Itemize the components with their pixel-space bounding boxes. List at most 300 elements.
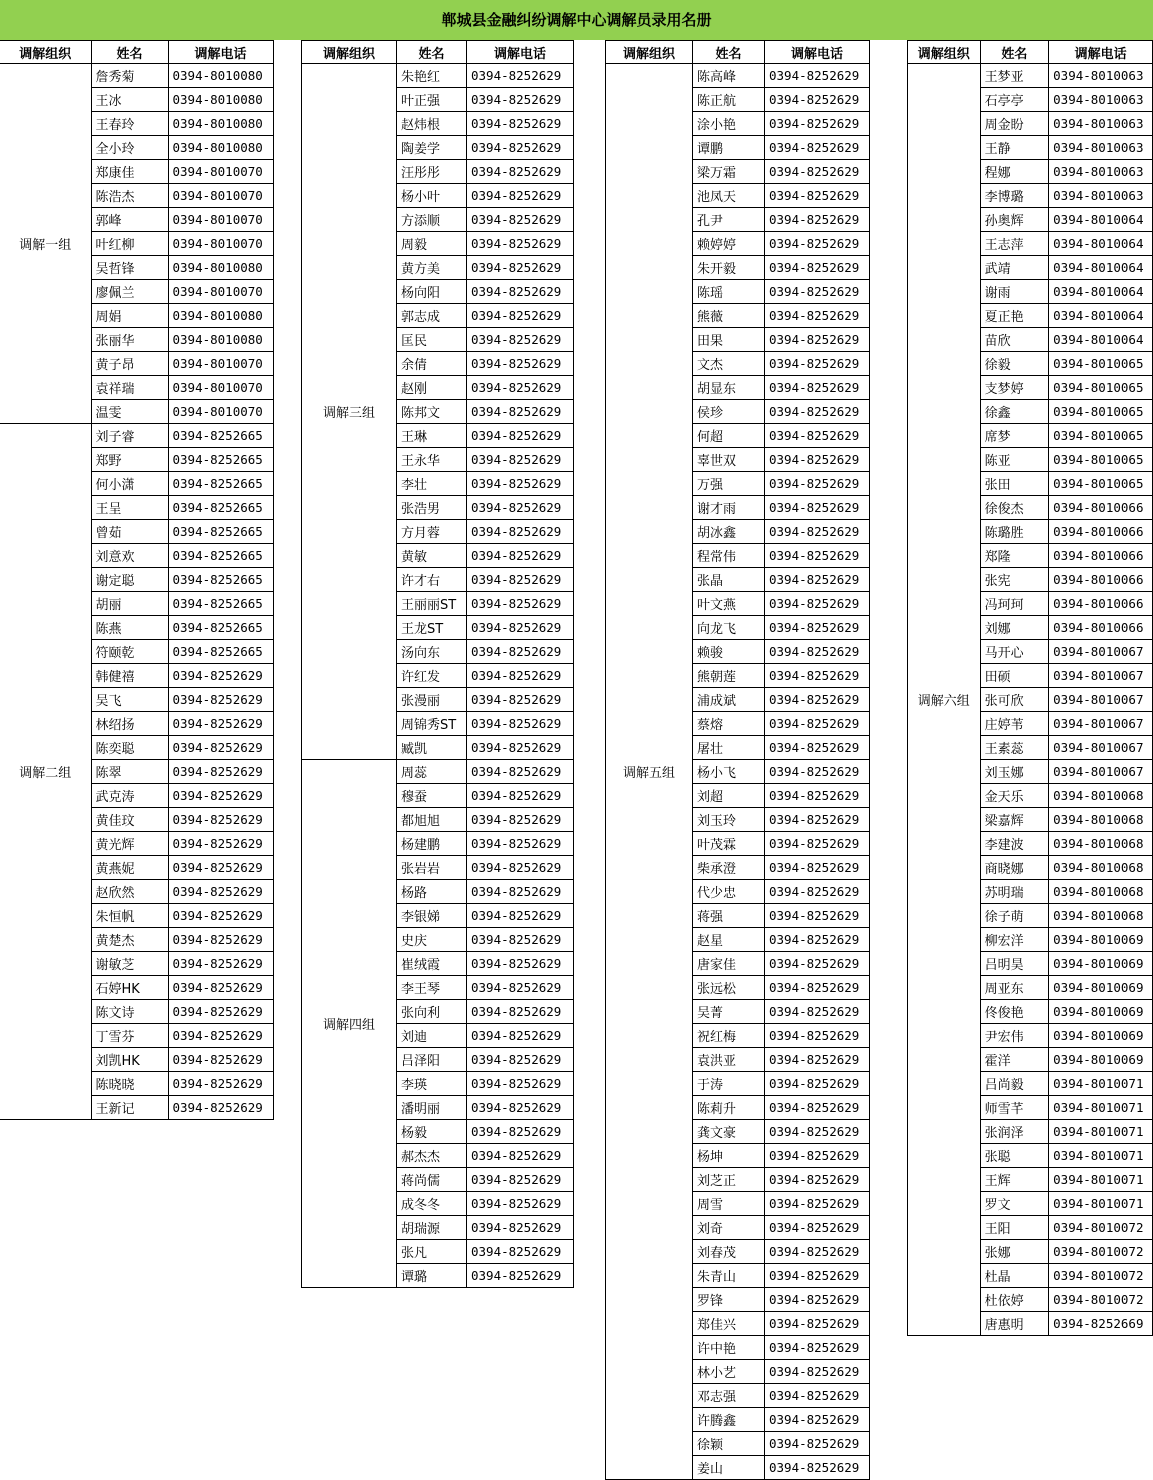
member-name: 王梦亚 xyxy=(980,64,1049,88)
member-name: 蒋强 xyxy=(693,904,765,928)
member-name: 陈正航 xyxy=(693,88,765,112)
member-name: 许红发 xyxy=(397,664,467,688)
member-phone: 0394-8252629 xyxy=(765,112,870,136)
member-phone: 0394-8252629 xyxy=(467,736,574,760)
member-phone: 0394-8252629 xyxy=(765,808,870,832)
member-phone: 0394-8010065 xyxy=(1049,376,1153,400)
member-phone: 0394-8010070 xyxy=(168,352,273,376)
member-name: 徐鑫 xyxy=(980,400,1049,424)
member-phone: 0394-8252629 xyxy=(765,1264,870,1288)
member-name: 梁嘉辉 xyxy=(980,808,1049,832)
member-phone: 0394-8252629 xyxy=(765,1096,870,1120)
member-name: 池凤天 xyxy=(693,184,765,208)
member-phone: 0394-8252629 xyxy=(168,1096,273,1120)
member-name: 唐家佳 xyxy=(693,952,765,976)
member-name: 赵炜根 xyxy=(397,112,467,136)
member-name: 罗锋 xyxy=(693,1288,765,1312)
member-phone: 0394-8010064 xyxy=(1049,328,1153,352)
member-name: 涂小艳 xyxy=(693,112,765,136)
member-phone: 0394-8252629 xyxy=(467,1144,574,1168)
member-phone: 0394-8252629 xyxy=(168,904,273,928)
header-phone: 调解电话 xyxy=(168,41,273,64)
member-phone: 0394-8252629 xyxy=(765,400,870,424)
member-phone: 0394-8010066 xyxy=(1049,616,1153,640)
member-phone: 0394-8010080 xyxy=(168,64,273,88)
member-name: 吕泽阳 xyxy=(397,1048,467,1072)
member-name: 符颐乾 xyxy=(91,640,168,664)
member-phone: 0394-8010067 xyxy=(1049,760,1153,784)
member-phone: 0394-8010071 xyxy=(1049,1072,1153,1096)
member-phone: 0394-8252629 xyxy=(168,952,273,976)
member-name: 赖骏 xyxy=(693,640,765,664)
member-phone: 0394-8252629 xyxy=(168,1024,273,1048)
member-name: 马开心 xyxy=(980,640,1049,664)
member-row xyxy=(606,64,870,88)
member-name: 刘凯HK xyxy=(91,1048,168,1072)
member-phone: 0394-8010067 xyxy=(1049,736,1153,760)
member-phone: 0394-8010070 xyxy=(168,232,273,256)
member-phone: 0394-8010069 xyxy=(1049,952,1153,976)
member-name: 程娜 xyxy=(980,160,1049,184)
member-name: 陈燕 xyxy=(91,616,168,640)
member-phone: 0394-8252629 xyxy=(765,328,870,352)
member-phone: 0394-8252629 xyxy=(467,112,574,136)
header-name: 姓名 xyxy=(980,41,1049,64)
member-name: 张漫丽 xyxy=(397,688,467,712)
member-name: 杨坤 xyxy=(693,1144,765,1168)
member-name: 潘明丽 xyxy=(397,1096,467,1120)
member-name: 廖佩兰 xyxy=(91,280,168,304)
member-name: 王静 xyxy=(980,136,1049,160)
member-name: 周金盼 xyxy=(980,112,1049,136)
member-name: 孙奥辉 xyxy=(980,208,1049,232)
member-name: 罗文 xyxy=(980,1192,1049,1216)
member-name: 商晓娜 xyxy=(980,856,1049,880)
member-name: 曾茹 xyxy=(91,520,168,544)
member-phone: 0394-8010069 xyxy=(1049,1024,1153,1048)
member-phone: 0394-8252629 xyxy=(765,544,870,568)
member-name: 田硕 xyxy=(980,664,1049,688)
member-name: 张岩岩 xyxy=(397,856,467,880)
member-phone: 0394-8252629 xyxy=(765,1456,870,1480)
member-row xyxy=(908,64,1153,88)
member-name: 刘奇 xyxy=(693,1216,765,1240)
member-name: 陈璐胜 xyxy=(980,520,1049,544)
header-name: 姓名 xyxy=(397,41,467,64)
member-phone: 0394-8252629 xyxy=(765,1000,870,1024)
header-group: 调解组织 xyxy=(908,41,981,64)
member-name: 赵星 xyxy=(693,928,765,952)
member-name: 林绍扬 xyxy=(91,712,168,736)
member-phone: 0394-8010064 xyxy=(1049,208,1153,232)
member-name: 谢敏芝 xyxy=(91,952,168,976)
member-phone: 0394-8252629 xyxy=(467,1216,574,1240)
member-phone: 0394-8010072 xyxy=(1049,1288,1153,1312)
member-phone: 0394-8010069 xyxy=(1049,1000,1153,1024)
member-phone: 0394-8252629 xyxy=(765,160,870,184)
member-phone: 0394-8252629 xyxy=(168,832,273,856)
member-phone: 0394-8252629 xyxy=(168,1000,273,1024)
member-name: 于涛 xyxy=(693,1072,765,1096)
member-phone: 0394-8252629 xyxy=(765,256,870,280)
member-name: 袁洪亚 xyxy=(693,1048,765,1072)
member-phone: 0394-8252629 xyxy=(467,880,574,904)
member-phone: 0394-8252629 xyxy=(765,424,870,448)
member-name: 王志萍 xyxy=(980,232,1049,256)
member-phone: 0394-8252629 xyxy=(467,400,574,424)
member-name: 胡瑞源 xyxy=(397,1216,467,1240)
member-name: 何超 xyxy=(693,424,765,448)
member-phone: 0394-8252629 xyxy=(467,1264,574,1288)
member-phone: 0394-8252629 xyxy=(168,1048,273,1072)
member-phone: 0394-8252629 xyxy=(765,88,870,112)
member-phone: 0394-8252629 xyxy=(467,376,574,400)
member-phone: 0394-8010066 xyxy=(1049,568,1153,592)
member-name: 胡冰鑫 xyxy=(693,520,765,544)
member-name: 祝红梅 xyxy=(693,1024,765,1048)
member-name: 武克涛 xyxy=(91,784,168,808)
member-phone: 0394-8010065 xyxy=(1049,400,1153,424)
member-phone: 0394-8252629 xyxy=(168,808,273,832)
member-row xyxy=(0,424,273,448)
member-name: 李王琴 xyxy=(397,976,467,1000)
group-label: 调解五组 xyxy=(606,64,693,1480)
member-name: 王琳 xyxy=(397,424,467,448)
member-phone: 0394-8010068 xyxy=(1049,904,1153,928)
member-name: 王丽丽ST xyxy=(397,592,467,616)
member-phone: 0394-8010069 xyxy=(1049,928,1153,952)
member-name: 王素蕊 xyxy=(980,736,1049,760)
member-phone: 0394-8252629 xyxy=(765,1192,870,1216)
member-name: 尹宏伟 xyxy=(980,1024,1049,1048)
member-name: 赵欣然 xyxy=(91,880,168,904)
member-phone: 0394-8252629 xyxy=(467,232,574,256)
member-phone: 0394-8252629 xyxy=(467,328,574,352)
member-name: 霍洋 xyxy=(980,1048,1049,1072)
member-name: 王辉 xyxy=(980,1168,1049,1192)
member-phone: 0394-8252629 xyxy=(765,736,870,760)
member-phone: 0394-8010064 xyxy=(1049,304,1153,328)
member-name: 庄婷苇 xyxy=(980,712,1049,736)
member-name: 熊薇 xyxy=(693,304,765,328)
member-name: 李博璐 xyxy=(980,184,1049,208)
member-name: 冯珂珂 xyxy=(980,592,1049,616)
member-phone: 0394-8252629 xyxy=(467,472,574,496)
member-phone: 0394-8010065 xyxy=(1049,472,1153,496)
member-name: 陈晓晓 xyxy=(91,1072,168,1096)
member-phone: 0394-8252629 xyxy=(765,280,870,304)
member-name: 陶姜学 xyxy=(397,136,467,160)
member-name: 张娜 xyxy=(980,1240,1049,1264)
member-name: 佟俊艳 xyxy=(980,1000,1049,1024)
member-name: 黄楚杰 xyxy=(91,928,168,952)
member-name: 蔡熔 xyxy=(693,712,765,736)
roster-table-4 xyxy=(907,40,1153,1336)
member-name: 万强 xyxy=(693,472,765,496)
member-name: 谭璐 xyxy=(397,1264,467,1288)
member-name: 田果 xyxy=(693,328,765,352)
member-phone: 0394-8252669 xyxy=(1049,1312,1153,1336)
member-name: 杨向阳 xyxy=(397,280,467,304)
member-phone: 0394-8010071 xyxy=(1049,1168,1153,1192)
member-name: 王龙ST xyxy=(397,616,467,640)
member-phone: 0394-8252629 xyxy=(765,1120,870,1144)
member-phone: 0394-8252629 xyxy=(765,712,870,736)
member-name: 刘超 xyxy=(693,784,765,808)
member-name: 郑康佳 xyxy=(91,160,168,184)
member-name: 陈亚 xyxy=(980,448,1049,472)
member-phone: 0394-8252665 xyxy=(168,616,273,640)
member-phone: 0394-8010070 xyxy=(168,400,273,424)
member-phone: 0394-8010066 xyxy=(1049,496,1153,520)
member-name: 赖婷婷 xyxy=(693,232,765,256)
member-phone: 0394-8252629 xyxy=(765,784,870,808)
member-phone: 0394-8252629 xyxy=(765,664,870,688)
member-name: 穆蚕 xyxy=(397,784,467,808)
member-phone: 0394-8252629 xyxy=(765,1384,870,1408)
member-phone: 0394-8252629 xyxy=(467,1072,574,1096)
member-name: 黄敏 xyxy=(397,544,467,568)
member-phone: 0394-8252629 xyxy=(467,208,574,232)
roster-table-3 xyxy=(605,40,870,1480)
member-phone: 0394-8010068 xyxy=(1049,880,1153,904)
member-phone: 0394-8010068 xyxy=(1049,808,1153,832)
member-name: 崔绒霞 xyxy=(397,952,467,976)
member-phone: 0394-8252629 xyxy=(765,1360,870,1384)
member-name: 陈莉升 xyxy=(693,1096,765,1120)
member-phone: 0394-8252629 xyxy=(168,688,273,712)
member-phone: 0394-8252629 xyxy=(765,376,870,400)
member-name: 支梦婷 xyxy=(980,376,1049,400)
member-phone: 0394-8252665 xyxy=(168,592,273,616)
member-phone: 0394-8252629 xyxy=(467,88,574,112)
member-name: 周娟 xyxy=(91,304,168,328)
header-row xyxy=(0,41,273,64)
member-name: 谢才雨 xyxy=(693,496,765,520)
member-name: 谭鹏 xyxy=(693,136,765,160)
member-phone: 0394-8252665 xyxy=(168,520,273,544)
member-phone: 0394-8252629 xyxy=(467,448,574,472)
member-phone: 0394-8252629 xyxy=(467,616,574,640)
member-phone: 0394-8252629 xyxy=(467,136,574,160)
member-name: 苏明瑞 xyxy=(980,880,1049,904)
member-name: 谢雨 xyxy=(980,280,1049,304)
group-label: 调解二组 xyxy=(0,424,91,1120)
member-name: 杨小叶 xyxy=(397,184,467,208)
member-phone: 0394-8252629 xyxy=(467,688,574,712)
member-name: 徐子萌 xyxy=(980,904,1049,928)
member-name: 叶正强 xyxy=(397,88,467,112)
member-phone: 0394-8252629 xyxy=(467,928,574,952)
member-name: 韩健禧 xyxy=(91,664,168,688)
member-phone: 0394-8010080 xyxy=(168,136,273,160)
member-phone: 0394-8010063 xyxy=(1049,184,1153,208)
member-phone: 0394-8252629 xyxy=(765,1312,870,1336)
group-label: 调解一组 xyxy=(0,64,91,424)
member-name: 陈邦文 xyxy=(397,400,467,424)
member-name: 徐俊杰 xyxy=(980,496,1049,520)
member-phone: 0394-8010070 xyxy=(168,184,273,208)
member-name: 李瑛 xyxy=(397,1072,467,1096)
member-name: 黄方美 xyxy=(397,256,467,280)
member-name: 柳宏洋 xyxy=(980,928,1049,952)
member-row xyxy=(302,64,574,88)
member-phone: 0394-8252629 xyxy=(467,856,574,880)
member-phone: 0394-8252629 xyxy=(467,952,574,976)
member-name: 郑野 xyxy=(91,448,168,472)
member-phone: 0394-8010067 xyxy=(1049,688,1153,712)
member-name: 许中艳 xyxy=(693,1336,765,1360)
member-name: 臧凯 xyxy=(397,736,467,760)
member-phone: 0394-8252629 xyxy=(467,64,574,88)
member-name: 李建波 xyxy=(980,832,1049,856)
member-name: 侯珍 xyxy=(693,400,765,424)
member-row xyxy=(302,760,574,784)
member-name: 林小艺 xyxy=(693,1360,765,1384)
member-name: 夏正艳 xyxy=(980,304,1049,328)
member-name: 陈瑶 xyxy=(693,280,765,304)
member-phone: 0394-8010068 xyxy=(1049,832,1153,856)
member-phone: 0394-8010071 xyxy=(1049,1120,1153,1144)
member-name: 谢定聪 xyxy=(91,568,168,592)
member-name: 邓志强 xyxy=(693,1384,765,1408)
member-phone: 0394-8252629 xyxy=(765,1024,870,1048)
member-phone: 0394-8010080 xyxy=(168,256,273,280)
member-phone: 0394-8010065 xyxy=(1049,448,1153,472)
member-phone: 0394-8252629 xyxy=(765,592,870,616)
member-name: 郑佳兴 xyxy=(693,1312,765,1336)
member-phone: 0394-8252629 xyxy=(467,160,574,184)
member-phone: 0394-8010064 xyxy=(1049,280,1153,304)
member-phone: 0394-8252629 xyxy=(467,1024,574,1048)
member-phone: 0394-8252629 xyxy=(765,904,870,928)
member-phone: 0394-8252629 xyxy=(168,664,273,688)
member-name: 王永华 xyxy=(397,448,467,472)
member-name: 徐毅 xyxy=(980,352,1049,376)
member-phone: 0394-8252629 xyxy=(467,304,574,328)
member-phone: 0394-8252629 xyxy=(765,1288,870,1312)
member-name: 陈翠 xyxy=(91,760,168,784)
member-phone: 0394-8252629 xyxy=(765,184,870,208)
member-name: 张丽华 xyxy=(91,328,168,352)
member-phone: 0394-8252665 xyxy=(168,472,273,496)
member-phone: 0394-8010065 xyxy=(1049,424,1153,448)
member-phone: 0394-8252629 xyxy=(168,760,273,784)
member-name: 杨毅 xyxy=(397,1120,467,1144)
member-phone: 0394-8252629 xyxy=(168,736,273,760)
member-phone: 0394-8010067 xyxy=(1049,712,1153,736)
member-name: 匡民 xyxy=(397,328,467,352)
member-name: 胡显东 xyxy=(693,376,765,400)
member-phone: 0394-8252629 xyxy=(765,136,870,160)
member-name: 何小潇 xyxy=(91,472,168,496)
member-name: 周锦秀ST xyxy=(397,712,467,736)
member-name: 朱恒帆 xyxy=(91,904,168,928)
member-name: 朱艳红 xyxy=(397,64,467,88)
member-name: 周亚东 xyxy=(980,976,1049,1000)
member-name: 刘玉娜 xyxy=(980,760,1049,784)
member-name: 王春玲 xyxy=(91,112,168,136)
member-phone: 0394-8252629 xyxy=(467,1120,574,1144)
member-name: 温雯 xyxy=(91,400,168,424)
member-name: 叶茂霖 xyxy=(693,832,765,856)
member-phone: 0394-8010080 xyxy=(168,304,273,328)
member-phone: 0394-8010068 xyxy=(1049,856,1153,880)
member-phone: 0394-8252629 xyxy=(765,1336,870,1360)
member-phone: 0394-8252629 xyxy=(765,448,870,472)
member-phone: 0394-8010066 xyxy=(1049,520,1153,544)
member-name: 史庆 xyxy=(397,928,467,952)
member-phone: 0394-8252629 xyxy=(765,472,870,496)
member-name: 吴飞 xyxy=(91,688,168,712)
roster-table-2 xyxy=(301,40,574,1288)
member-name: 石亭亭 xyxy=(980,88,1049,112)
member-name: 郑隆 xyxy=(980,544,1049,568)
member-name: 刘芝正 xyxy=(693,1168,765,1192)
member-name: 屠壮 xyxy=(693,736,765,760)
member-name: 王新记 xyxy=(91,1096,168,1120)
member-phone: 0394-8252629 xyxy=(467,280,574,304)
member-phone: 0394-8252629 xyxy=(467,520,574,544)
member-phone: 0394-8010080 xyxy=(168,88,273,112)
member-phone: 0394-8252629 xyxy=(467,904,574,928)
member-phone: 0394-8010080 xyxy=(168,112,273,136)
header-name: 姓名 xyxy=(91,41,168,64)
member-name: 郝杰杰 xyxy=(397,1144,467,1168)
group-label: 调解四组 xyxy=(302,760,397,1288)
member-phone: 0394-8252629 xyxy=(168,928,273,952)
member-phone: 0394-8010065 xyxy=(1049,352,1153,376)
member-phone: 0394-8010071 xyxy=(1049,1096,1153,1120)
member-phone: 0394-8252629 xyxy=(765,856,870,880)
member-phone: 0394-8252629 xyxy=(168,880,273,904)
member-phone: 0394-8252629 xyxy=(765,1168,870,1192)
member-phone: 0394-8010064 xyxy=(1049,256,1153,280)
member-name: 吕明昊 xyxy=(980,952,1049,976)
group-label: 调解六组 xyxy=(908,64,981,1336)
member-phone: 0394-8252629 xyxy=(765,232,870,256)
member-name: 郭志成 xyxy=(397,304,467,328)
header-phone: 调解电话 xyxy=(1049,41,1153,64)
member-phone: 0394-8252629 xyxy=(467,568,574,592)
member-name: 余倩 xyxy=(397,352,467,376)
member-phone: 0394-8252629 xyxy=(765,1240,870,1264)
member-name: 文杰 xyxy=(693,352,765,376)
member-phone: 0394-8252629 xyxy=(467,1096,574,1120)
member-name: 丁雪芬 xyxy=(91,1024,168,1048)
member-phone: 0394-8252629 xyxy=(467,664,574,688)
member-phone: 0394-8252629 xyxy=(765,616,870,640)
member-phone: 0394-8010067 xyxy=(1049,664,1153,688)
member-name: 唐惠明 xyxy=(980,1312,1049,1336)
member-name: 陈高峰 xyxy=(693,64,765,88)
header-phone: 调解电话 xyxy=(467,41,574,64)
member-name: 胡丽 xyxy=(91,592,168,616)
member-phone: 0394-8252629 xyxy=(168,976,273,1000)
member-name: 陈奕聪 xyxy=(91,736,168,760)
member-name: 石婷HK xyxy=(91,976,168,1000)
member-phone: 0394-8010067 xyxy=(1049,640,1153,664)
member-phone: 0394-8252629 xyxy=(168,856,273,880)
roster-table-1 xyxy=(0,40,274,1120)
member-name: 张润泽 xyxy=(980,1120,1049,1144)
member-phone: 0394-8252629 xyxy=(765,1216,870,1240)
member-name: 张凡 xyxy=(397,1240,467,1264)
member-name: 浦成斌 xyxy=(693,688,765,712)
member-phone: 0394-8252629 xyxy=(467,496,574,520)
member-name: 袁祥瑞 xyxy=(91,376,168,400)
member-phone: 0394-8252629 xyxy=(467,592,574,616)
